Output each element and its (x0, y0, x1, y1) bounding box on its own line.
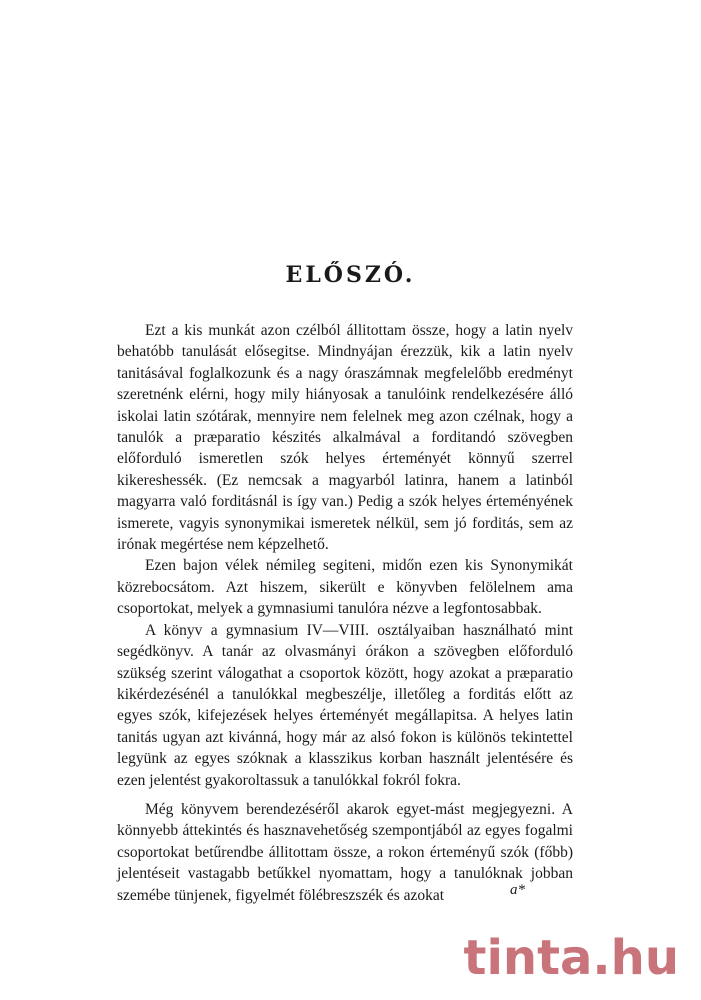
paragraph-4: Még könyvem berendezéséről akarok egyet-mást megjegyezni. A könnyebb áttekintés és hasznavehetőség szempontjából az egyes fogalmi csoportokat betűrendbe állitottam össze, a rokon érteményű szók (főbb) jelentéseit vastagabb betűkkel nyomattam, hogy a tanulóknak jobban szemébe tünjenek, figyelmét fölébreszszék és azokat (117, 800, 573, 904)
preface-body (117, 320, 573, 906)
watermark-logo: tinta.hu (463, 930, 679, 986)
signature-mark: a* (510, 882, 525, 898)
paragraph-2: Ezen bajon vélek némileg segiteni, midőn ezen kis Synonymikát közrebocsátom. Azt hiszem, sikerült e könyvben felölelnem ama csoportokat, melyek a gymnasiumi tanulóra nézve a legfontosabbak. (117, 557, 573, 618)
paragraph-1: Ezt a kis munkát azon czélból állitottam össze, hogy a latin nyelv behatóbb tanulását elősegitse. Mindnyájan érezzük, kik a latin nyelv tanitásával foglalkozunk és a nagy óraszámnak megfelelőbb eredményt szeretnénk elérni, hogy mily hiányosak a tanulóink rendelkezésére álló iskolai latin szótárak, mennyire nem felelnek meg azon czélnak, hogy a tanulók a præparatio készités alkalmával a forditandó szövegben előforduló ismeretlen szók helyes érteményét könnyű szerrel kikereshessék. (Ez nemcsak a magyarból latinra, hanem a latinból magyarra való forditásnál is így van.) Pedig a szók helyes érteményének ismerete, vagyis synonymikai ismeretek nélkül, sem jó forditás, sem az irónak megértése nem képzelhető. (117, 322, 573, 554)
page-title: ELŐSZÓ. (285, 262, 416, 288)
paragraph-3: A könyv a gymnasium IV—VIII. osztályaiban használható mint segédkönyv. A tanár az olvasmányi órákon a szövegben előforduló szükség szerint válogathat a csoportok között, hogy azokat a præparatio kikérdezésénél a tanulókkal megbeszélje, illetőleg a forditás előtt az egyes szók, kifejezések helyes érteményét megállapitsa. A helyes latin tanitás ugyan azt kivánná, hogy már az alsó fokon is különös tekintettel legyünk az egyes szóknak a klasszikus korban használt jelentésére és ezen jelentést gyakoroltassuk a tanulókkal fokról fokra. (117, 621, 573, 789)
